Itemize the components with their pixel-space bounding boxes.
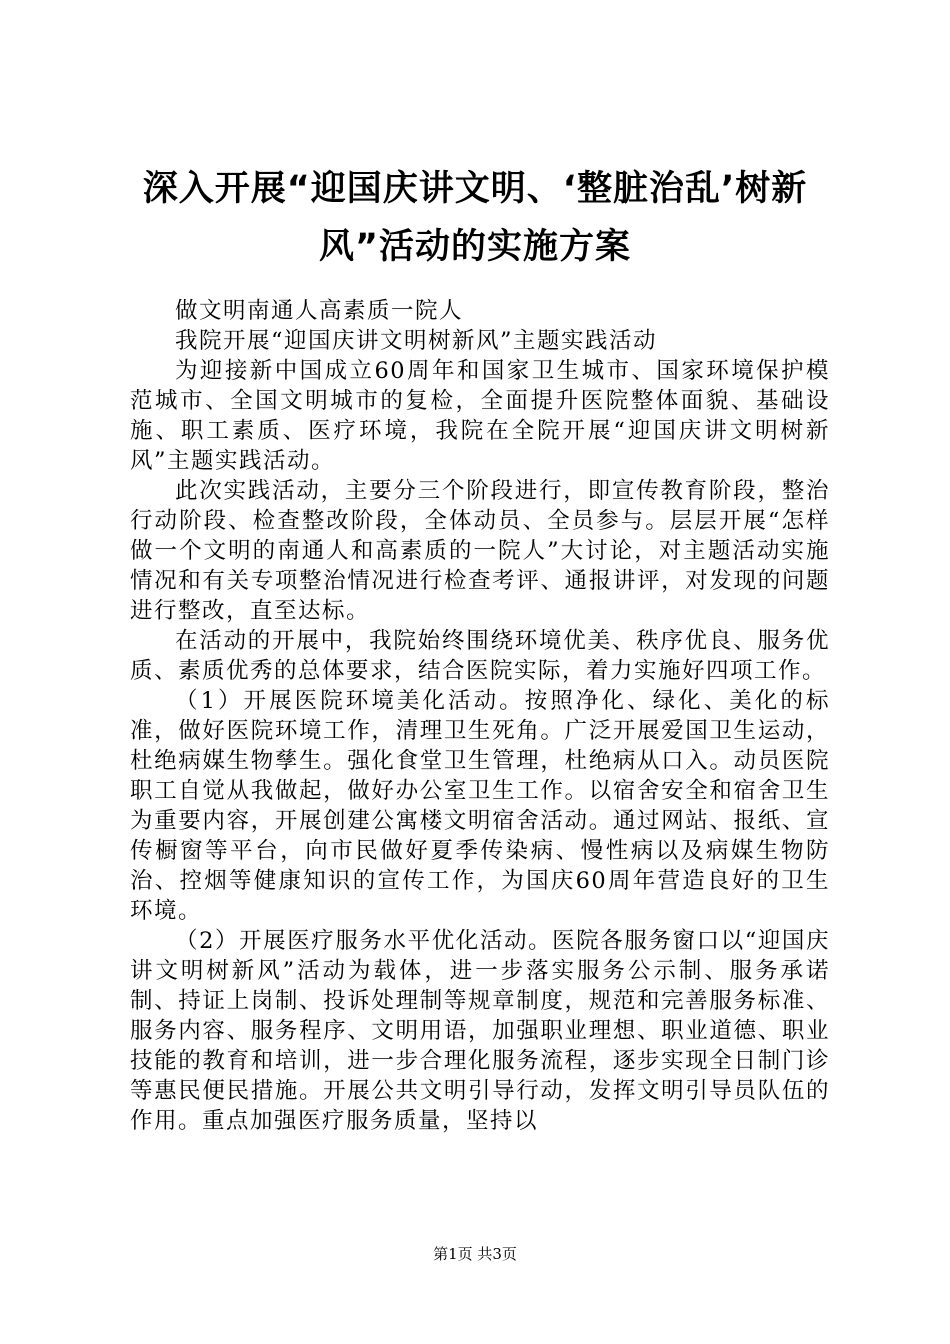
paragraph-item-1: （1）开展医院环境美化活动。按照净化、绿化、美化的标准，做好医院环境工作，清理卫生死角。广泛开展爱国卫生运动，杜绝病媒生物孳生。强化食堂卫生管理，杜绝病从口入。动员医院职工自觉从我做起，做好办公室卫生工作。以宿舍安全和宿舍卫生为重要内容，开展创建公寓楼文明宿舍活动。通过网站、报纸、宣传橱窗等平台，向市民做好夏季传染病、慢性病以及病媒生物防治、控烟等健康知识的宣传工作，为国庆60周年营造良好的卫生环境。 — [130, 688, 830, 924]
paragraph-requirements: 在活动的开展中，我院始终围绕环境优美、秩序优良、服务优质、素质优秀的总体要求，结合医院实际，着力实施好四项工作。 — [130, 628, 830, 684]
paragraph-item-2: （2）开展医疗服务水平优化活动。医院各服务窗口以“迎国庆讲文明树新风”活动为载体，进一步落实服务公示制、服务承诺制、持证上岗制、投诉处理制等规章制度，规范和完善服务标准、服务内容、服务程序、文明用语，加强职业理想、职业道德、职业技能的教育和培训，进一步合理化服务流程，逐步实现全日制门诊等惠民便民措施。开展公共文明引导行动，发挥文明引导员队伍的作用。重点加强医疗服务质量，坚持以 — [130, 928, 830, 1134]
paragraph-stages: 此次实践活动，主要分三个阶段进行，即宣传教育阶段，整治行动阶段、检查整改阶段，全体动员、全员参与。层层开展“怎样做一个文明的南通人和高素质的一院人”大讨论，对主题活动实施情况和有关专项整治情况进行检查考评、通报讲评，对发现的问题进行整改，直至达标。 — [130, 478, 830, 624]
document-title: 深入开展“迎国庆讲文明、‘整脏治乱’树新风”活动的实施方案 — [142, 169, 808, 267]
paragraph-purpose: 为迎接新中国成立60周年和国家卫生城市、国家环境保护模范城市、全国文明城市的复检，全面提升医院整体面貌、基础设施、职工素质、医疗环境，我院在全院开展“迎国庆讲文明树新风”主题实践活动。 — [130, 358, 830, 474]
paragraph-slogan: 做文明南通人高素质一院人 — [175, 298, 464, 324]
paragraph-activity-name: 我院开展“迎国庆讲文明树新风”主题实践活动 — [175, 328, 658, 354]
page-footer: 第1页 共3页 — [433, 1245, 517, 1263]
document-body — [130, 296, 830, 1136]
